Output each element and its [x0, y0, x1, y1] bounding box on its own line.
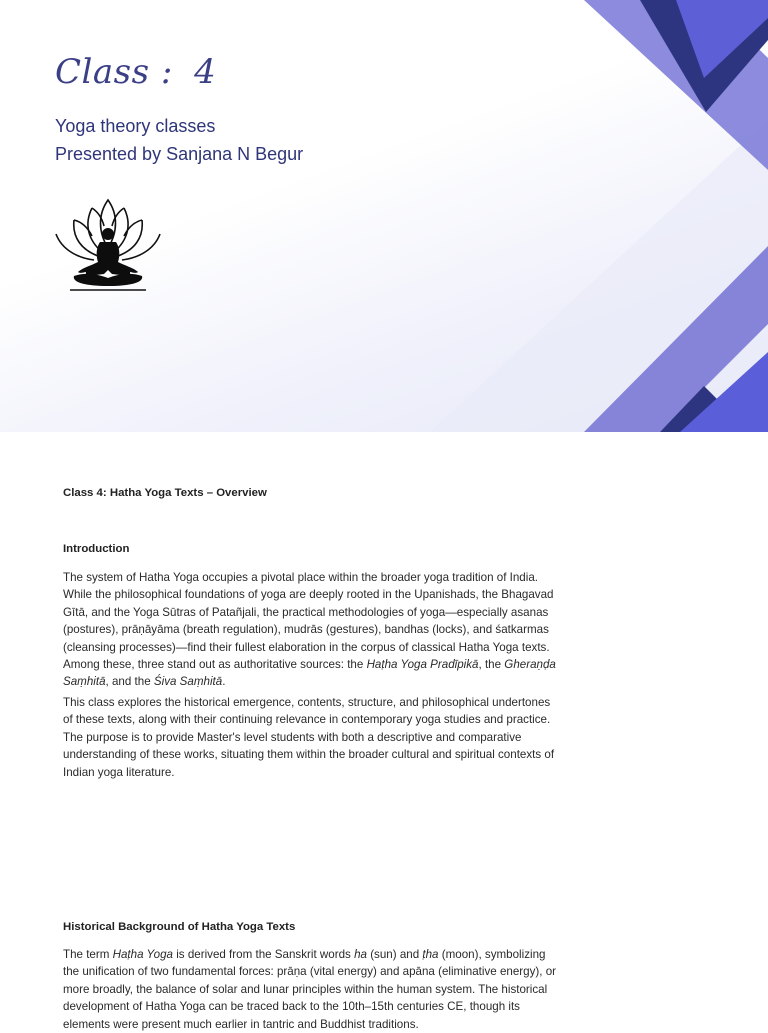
cover-subtitle	[55, 112, 303, 168]
text-title-gheranda-samhita: Gheraṇḍa Saṃhitā	[63, 658, 556, 689]
document-heading: Class 4: Hatha Yoga Texts – Overview	[63, 487, 267, 499]
introduction-heading: Introduction	[63, 543, 130, 555]
lotus-meditation-icon	[52, 196, 164, 294]
introduction-paragraph-1: The system of Hatha Yoga occupies a pivotal place within the broader yoga tradition of India. While the philosophical foundations of yoga are deeply rooted in the Upanishads, the Bhagavad Gītā, and the Yoga Sūtras of Patañjali, the practical methodologies of yoga—especially asanas (postures), prāṇāyāma (breath regulation), mudrās (gestures), bandhas (locks), and śatkarmas (cleansing processes)—find their fullest elaboration in the corpus of classical Hatha Yoga texts. Among these, three stand out as authoritative sources: the Haṭha Yoga Pradīpikā, the Gheraṇḍa Saṃhitā, and the Śiva Saṃhitā.	[63, 571, 556, 689]
subtitle-line-1: Yoga theory classes	[55, 116, 216, 136]
historical-paragraph-1: The term Haṭha Yoga is derived from the Sanskrit words ha (sun) and ṭha (moon), symbolizing the unification of two fundamental forces: prāṇa (vital energy) and apāna (eliminative energy), or more broadly, the balance of solar and lunar principles within the human system. The historical development of Hatha Yoga can be traced back to the 10th–15th centuries CE, though its elements were present much earlier in tantric and Buddhist traditions.	[63, 948, 557, 1031]
document-page	[0, 432, 768, 1031]
class-number: 4	[194, 52, 217, 92]
introduction-paragraph-2: This class explores the historical emergence, contents, structure, and philosophical undertones of these texts, along with their continuing relevance in contemporary yoga studies and practice. The purpose is to provide Master's level students with both a descriptive and comparative understanding of these works, situating them within the broader cultural and spiritual contexts of Indian yoga literature.	[63, 696, 555, 779]
cover-slide	[0, 0, 768, 432]
text-title-shiva-samhita: Śiva Saṃhitā	[153, 675, 223, 689]
class-label: Class :	[55, 52, 173, 92]
text-title-hatha-yoga-pradipika: Haṭha Yoga Pradīpikā	[366, 658, 479, 672]
class-title	[55, 52, 216, 92]
historical-background-heading: Historical Background of Hatha Yoga Texts	[63, 921, 296, 933]
subtitle-line-2: Presented by Sanjana N Begur	[55, 144, 304, 164]
